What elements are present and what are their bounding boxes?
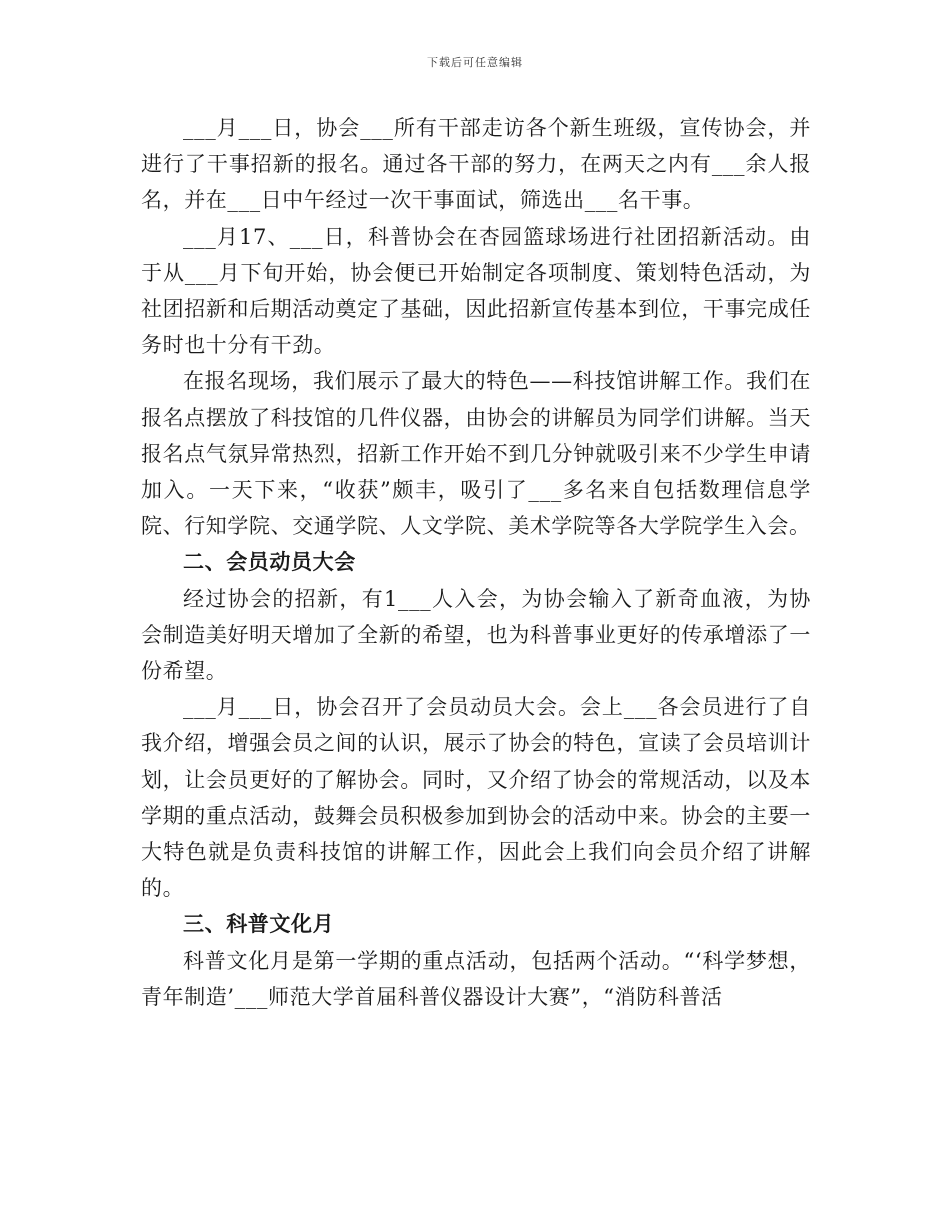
paragraph-registration-site: 在报名现场，我们展示了最大的特色——科技馆讲解工作。我们在报名点摆放了科技馆的几件仪器，由协会的讲解员为同学们讲解。当天报名点气氛异常热烈，招新工作开始不到几分钟就吸引来不少学生申请加入。一天下来，“收获”颇丰，吸引了___多名来自包括数理信息学院、行知学院、交通学院、人文学院、美术学院等各大学院学生入会。 xyxy=(141,369,811,539)
paragraph-new-members: 经过协会的招新，有1___人入会，为协会输入了新奇血液，为协会制造美好明天增加了全新的希望，也为科普事业更好的传承增添了一份希望。 xyxy=(141,586,811,684)
paragraph-recruit-interview: ___月___日，协会___所有干部走访各个新生班级，宣传协会，并进行了干事招新的报名。通过各干部的努力，在两天之内有___余人报名，并在___日中午经过一次干事面试，筛选出___名干事。 xyxy=(141,116,811,213)
paragraph-recruit-event: ___月17、___日，科普协会在杏园篮球场进行社团招新活动。由于从___月下旬开始，协会便已开始制定各项制度、策划特色活动，为社团招新和后期活动奠定了基础，因此招新宣传基本到位，干事完成任务时也十分有干劲。 xyxy=(141,224,811,358)
section-heading-member-meeting: 二、会员动员大会 xyxy=(183,550,356,575)
paragraph-science-month: 科普文化月是第一学期的重点活动，包括两个活动。“‘科学梦想，青年制造’___师范大学首届科普仪器设计大赛”，“消防科普活 xyxy=(141,948,811,1009)
document-body xyxy=(141,110,811,1015)
section-heading-science-month: 三、科普文化月 xyxy=(183,912,335,937)
page-header: 下载后可任意编辑 xyxy=(427,56,523,69)
paragraph-member-meeting: ___月___日，协会召开了会员动员大会。会上___各会员进行了自我介绍，增强会员之间的认识，展示了协会的特色，宣读了会员培训计划，让会员更好的了解协会。同时，又介绍了协会的常规活动，以及本学期的重点活动，鼓舞会员积极参加到协会的活动中来。协会的主要一大特色就是负责科技馆的讲解工作，因此会上我们向会员介绍了讲解的。 xyxy=(141,695,811,901)
